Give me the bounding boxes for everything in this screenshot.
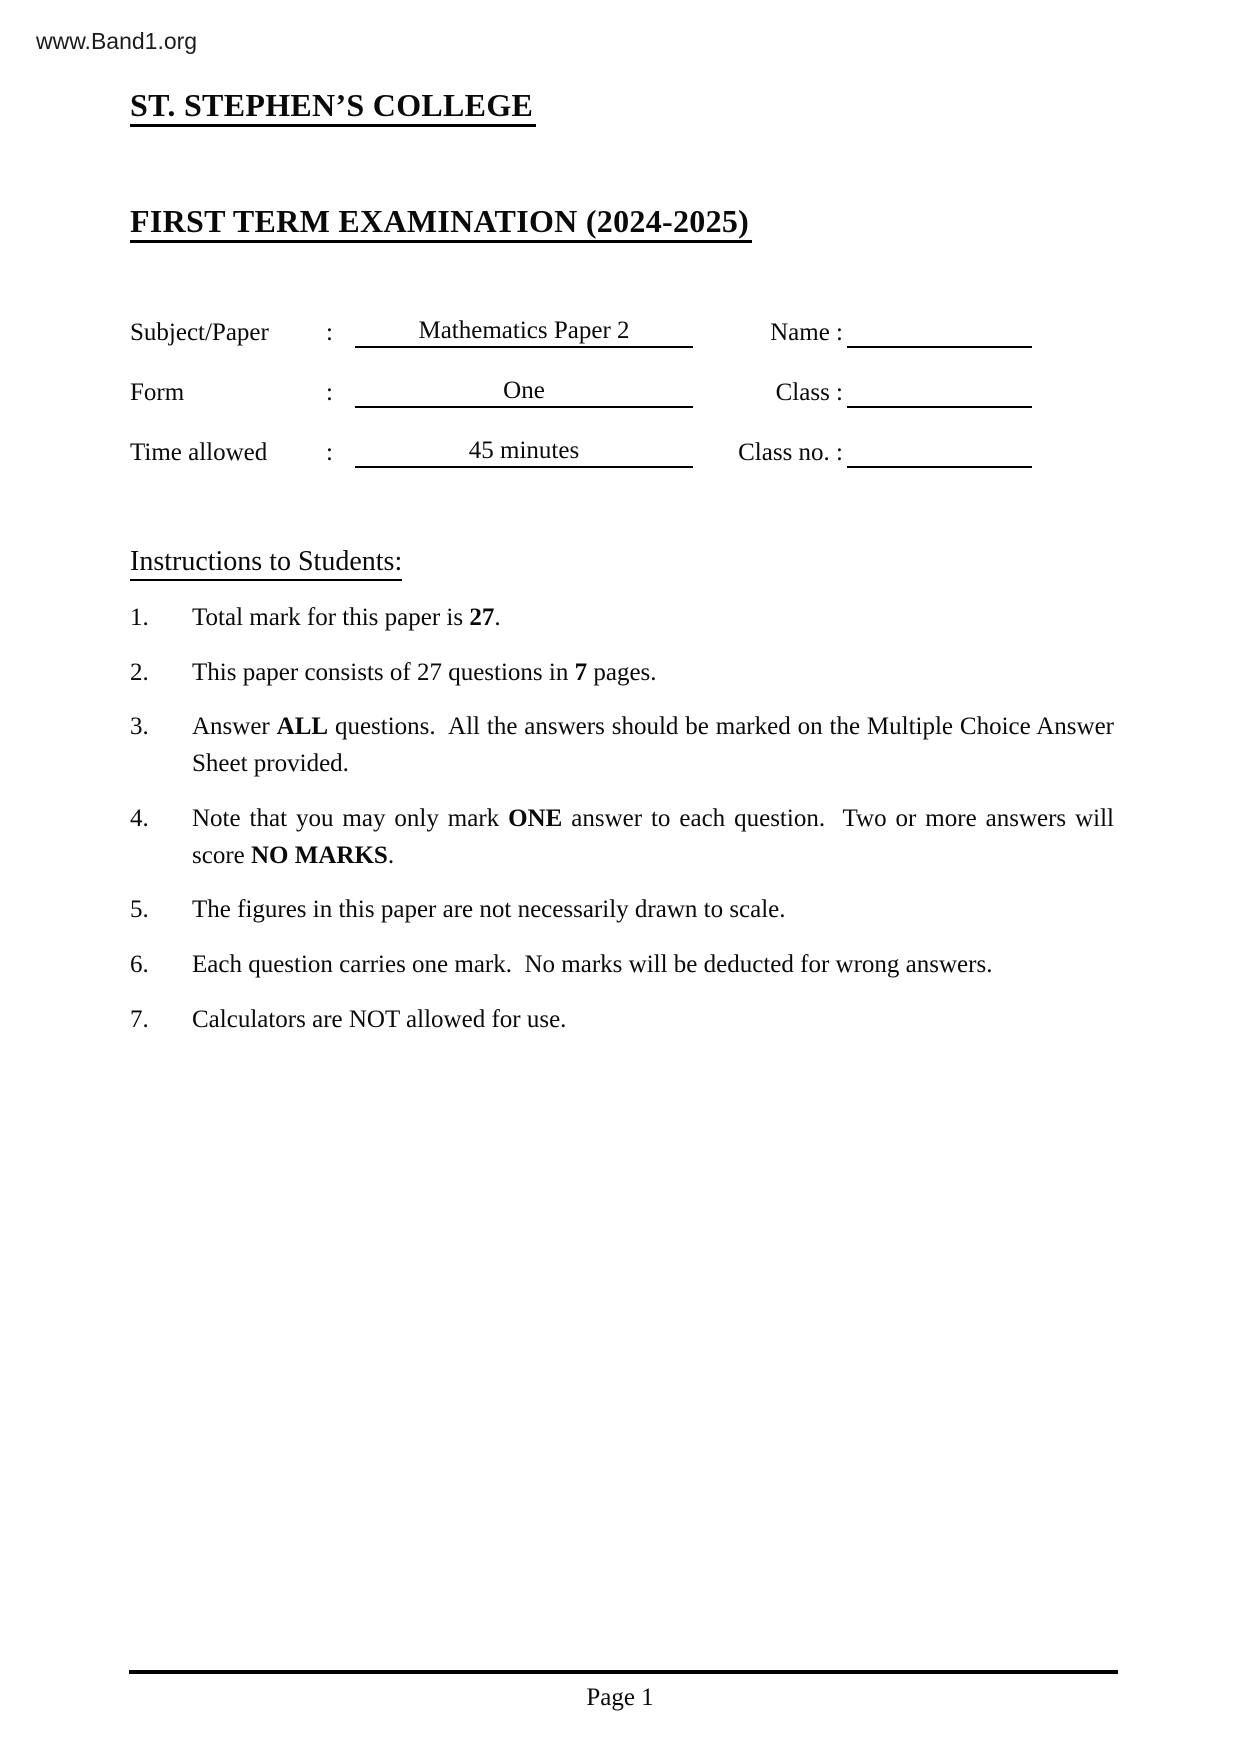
name-blank bbox=[847, 320, 1032, 348]
instruction-number: 3. bbox=[130, 713, 149, 740]
instruction-text: Calculators are NOT allowed for use. bbox=[192, 1006, 567, 1033]
footer-divider bbox=[129, 1670, 1118, 1674]
form-row-form bbox=[130, 377, 1040, 406]
instruction-item bbox=[130, 599, 1114, 636]
school-title: ST. STEPHEN’S COLLEGE bbox=[130, 89, 536, 127]
instructions-heading: Instructions to Students: bbox=[130, 546, 402, 581]
form-colon: : bbox=[326, 379, 333, 406]
instruction-text: The figures in this paper are not necessarily drawn to scale. bbox=[192, 896, 786, 923]
instruction-item bbox=[130, 654, 1114, 691]
instruction-item bbox=[130, 1001, 1114, 1038]
instruction-text: Each question carries one mark. No marks will be deducted for wrong answers. bbox=[192, 951, 993, 978]
instruction-number: 2. bbox=[130, 659, 149, 686]
instruction-text: Answer ALL questions. All the answers should be marked on the Multiple Choice Answer Sheet provided. bbox=[192, 713, 1114, 777]
class-blank bbox=[847, 380, 1032, 408]
form-value: One bbox=[355, 378, 693, 408]
form-label: Form bbox=[130, 379, 185, 406]
instruction-number: 1. bbox=[130, 604, 149, 631]
class-label: Class : bbox=[775, 379, 843, 406]
time-allowed-label: Time allowed bbox=[130, 439, 268, 466]
class-no-blank bbox=[847, 440, 1032, 468]
time-allowed-value: 45 minutes bbox=[355, 438, 693, 468]
subject-value: Mathematics Paper 2 bbox=[355, 318, 693, 348]
class-no-label: Class no. : bbox=[738, 439, 843, 466]
subject-label: Subject/Paper bbox=[130, 319, 269, 346]
form-row-subject bbox=[130, 317, 1040, 346]
instruction-text: Note that you may only mark ONE answer to each question. Two or more answers will score NO MARKS. bbox=[192, 805, 1114, 869]
form-row-time bbox=[130, 437, 1040, 466]
instruction-item bbox=[130, 946, 1114, 983]
time-allowed-colon: : bbox=[326, 439, 333, 466]
instruction-text: Total mark for this paper is 27. bbox=[192, 604, 501, 631]
watermark-url: www.Band1.org bbox=[36, 28, 198, 54]
instruction-number: 4. bbox=[130, 805, 149, 832]
instruction-item bbox=[130, 800, 1114, 874]
instruction-item bbox=[130, 891, 1114, 928]
instruction-text: This paper consists of 27 questions in 7 pages. bbox=[192, 659, 657, 686]
instruction-number: 5. bbox=[130, 896, 149, 923]
instruction-number: 6. bbox=[130, 951, 149, 978]
subject-colon: : bbox=[326, 319, 333, 346]
instruction-item bbox=[130, 708, 1114, 782]
instruction-number: 7. bbox=[130, 1006, 149, 1033]
name-label: Name : bbox=[770, 319, 843, 346]
page-number: Page 1 bbox=[586, 1684, 654, 1711]
exam-title: FIRST TERM EXAMINATION (2024-2025) bbox=[130, 205, 752, 243]
